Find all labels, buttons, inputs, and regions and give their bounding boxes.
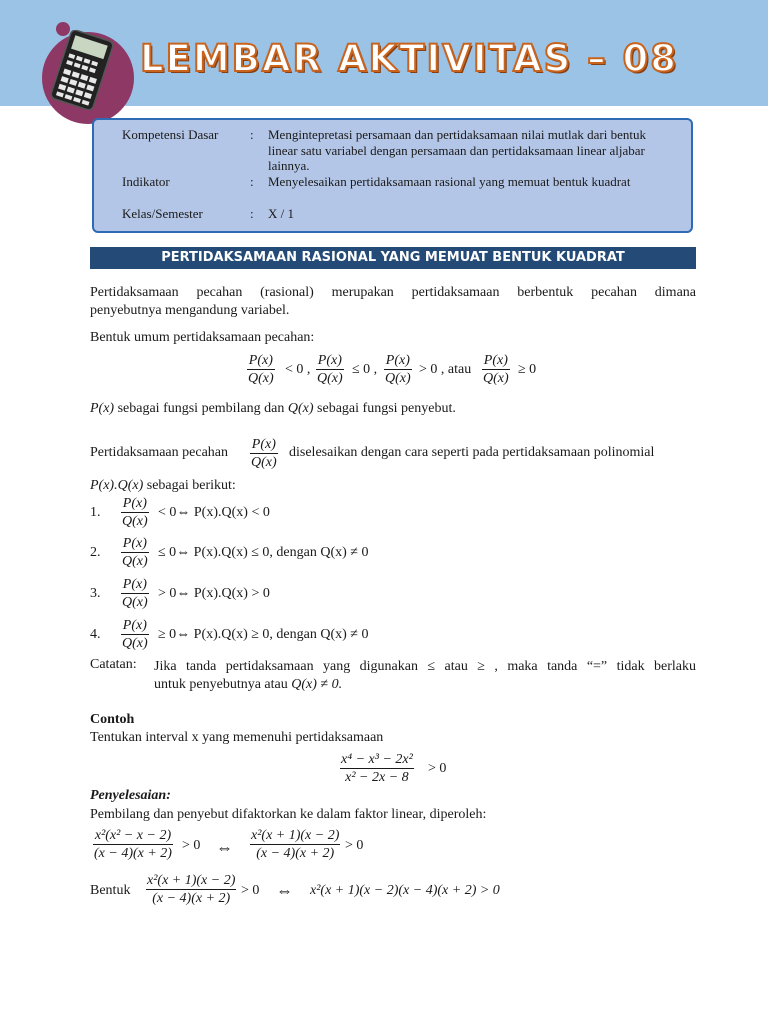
item-4-number: 4. [90,627,101,642]
item-4-frac: $\frac{P(x)}{Q(x)}$ [122,618,148,651]
kelas-value: X / 1 [268,206,294,221]
info-box [92,118,693,233]
page-title: LEMBAR AKTIVITAS – 08 [140,37,678,80]
indikator-colon: : [250,174,254,189]
iff-symbol-2: ⇔ [276,881,293,900]
catatan-line-1: Jika tanda pertidaksamaan yang digunakan ≤ atau ≥ , maka tanda “=” tidak berlaku [154,659,696,674]
diselesaikan-b: diselesaikan dengan cara seperti pada pertidaksamaan polinomial [289,445,655,460]
general-frac-4: $\frac{P(x)}{Q(x)}$ [483,353,509,386]
section-title: PERTIDAKSAMAAN RASIONAL YANG MEMUAT BENTUK KUADRAT [90,247,696,269]
general-frac-1: $\frac{P(x)}{Q(x)}$ [248,353,274,386]
item-3-number: 3. [90,586,101,601]
item-2-relation: ≤ 0⇔ P(x).Q(x) ≤ 0, dengan Q(x) ≠ 0 [158,545,369,560]
rel-ge: ≥ 0 [518,362,537,377]
indikator-label: Indikator [122,174,170,189]
sebagai-berikut-line: P(x).Q(x) sebagai berikut: [90,478,236,493]
bentuk-frac: $\frac{\text{x²(x + 1)(x − 2)}}{(x - 4)(x + 2)}$ [147,873,236,906]
general-frac-3: $\frac{P(x)}{Q(x)}$ [385,353,411,386]
iff-symbol-1: ⇔ [216,838,233,857]
catatan-line-2: untuk penyebutnya atau Q(x) ≠ 0. [154,677,343,692]
rel-lt: < 0 , [285,362,311,377]
kelas-label: Kelas/Semester [122,206,203,221]
general-frac-2: $\frac{P(x)}{Q(x)}$ [317,353,343,386]
rel-le: ≤ 0 , [352,362,378,377]
item-2-frac: $\frac{P(x)}{Q(x)}$ [122,536,148,569]
bentuk-umum: Bentuk umum pertidaksamaan pecahan: [90,330,315,345]
kelas-colon: : [250,206,254,221]
factor-rel-1: > 0 [182,838,201,853]
fungsi-line: P(x) sebagai fungsi pembilang dan Q(x) sebagai fungsi penyebut. [90,401,456,416]
penyelesaian-label: Penyelesaian: [90,788,171,803]
item-1-relation: < 0⇔ P(x).Q(x) < 0 [158,505,270,520]
example-rel: > 0 [428,761,447,776]
kd-value: Mengintepretasi persamaan dan pertidaksamaan nilai mutlak dari bentuk linear satu variabel dengan persamaan dan pertidaksamaan linear aljabar lainnya. [268,127,646,173]
contoh-title: Contoh [90,712,135,727]
kd-label: Kompetensi Dasar [122,127,219,142]
factor-frac-1: $\frac{\text{x²(x² − x − 2)}}{(x - 4)(x + 2)}$ [94,828,172,861]
calculator-icon [46,30,118,110]
contoh-text: Tentukan interval x yang memenuhi pertidaksamaan [90,730,384,745]
diselesaikan-a: Pertidaksamaan pecahan [90,445,228,460]
bentuk-label: Bentuk [90,883,131,898]
item-1-number: 1. [90,505,101,520]
rel-gt: > 0 , atau [419,362,472,377]
bentuk-rel: > 0 [241,883,260,898]
item-3-relation: > 0⇔ P(x).Q(x) > 0 [158,586,270,601]
indikator-value: Menyelesaikan pertidaksamaan rasional yang memuat bentuk kuadrat [268,174,631,189]
catatan-label: Catatan: [90,657,137,672]
intro-line-1: Pertidaksamaan pecahan (rasional) merupakan pertidaksamaan berbentuk pecahan dimana [90,285,696,300]
item-1-frac: $\frac{P(x)}{Q(x)}$ [122,496,148,529]
kd-colon: : [250,127,254,142]
header-banner [0,0,768,106]
item-2-number: 2. [90,545,101,560]
final-inequality: x²(x + 1)(x − 2)(x − 4)(x + 2) > 0 [310,883,500,898]
item-4-relation: ≥ 0⇔ P(x).Q(x) ≥ 0, dengan Q(x) ≠ 0 [158,627,369,642]
intro-line-2: penyebutnya mengandung variabel. [90,303,290,318]
example-frac: $\frac{\text{x⁴ − x³ − 2x²}}{\text{x² − 2x − 8}}$ [341,752,413,785]
factor-rel-2: > 0 [345,838,364,853]
inline-frac: $\frac{P(x)}{Q(x)}$ [251,437,277,470]
factor-frac-2: $\frac{\text{x²(x + 1)(x − 2)}}{(x - 4)(x + 2)}$ [251,828,340,861]
item-3-frac: $\frac{P(x)}{Q(x)}$ [122,577,148,610]
faktor-text: Pembilang dan penyebut difaktorkan ke dalam faktor linear, diperoleh: [90,807,487,822]
